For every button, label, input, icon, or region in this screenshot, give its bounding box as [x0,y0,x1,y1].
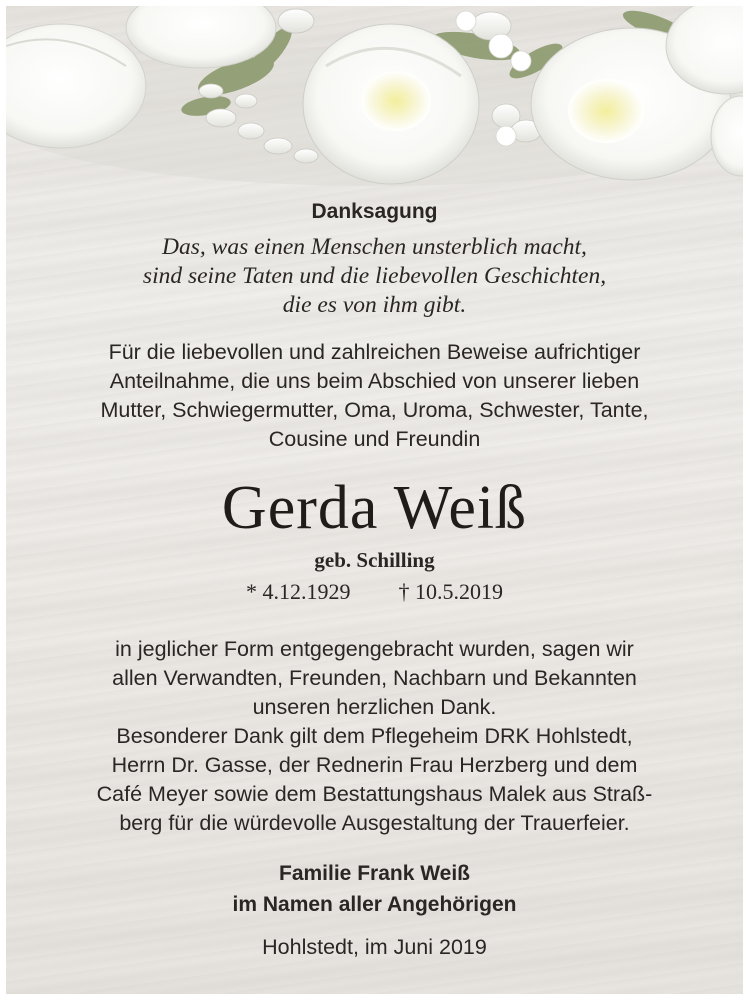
quote-line: sind seine Taten und die liebevollen Geschichten, [142,263,607,289]
quote-line: die es von ihm gibt. [282,292,467,318]
thanks-line: unseren herzlichen Dank. [252,695,497,719]
deceased-name: Gerda Weiß [221,474,528,542]
heading: Danksagung [311,200,438,223]
place-date: Hohlstedt, im Juni 2019 [262,935,487,959]
death-date: † 10.5.2019 [398,579,503,604]
signature-line: Familie Frank Weiß [279,862,470,885]
birth-name: geb. Schilling [314,548,435,572]
thanks-line: Herrn Dr. Gasse, der Rednerin Frau Herzberg und dem [111,753,638,777]
obituary-text [6,198,743,962]
intro-line: Cousine und Freundin [268,427,481,451]
quote-line: Das, was einen Menschen unsterblich macht, [162,234,587,260]
signature [6,858,743,920]
intro-line: Mutter, Schwiegermutter, Oma, Uroma, Schwester, Tante, [100,398,649,422]
thanks-line: in jeglicher Form entgegengebracht wurden, sagen wir [115,637,634,661]
life-dates [6,577,743,607]
thanks-line: berg für die würdevolle Ausgestaltung der Trauerfeier. [119,811,630,835]
obituary-card [6,6,743,994]
intro-line: Anteilnahme, die uns beim Abschied von unserer lieben [109,369,640,393]
thanks-line: Besonderer Dank gilt dem Pflegeheim DRK Hohlstedt, [116,724,633,748]
birth-date: * 4.12.1929 [246,579,351,604]
thanks-paragraph [6,635,743,838]
thanks-line: Café Meyer sowie dem Bestattungshaus Malek aus Straß- [96,782,653,806]
intro-line: Für die liebevollen und zahlreichen Beweise aufrichtiger [108,340,641,364]
white-flowers-image [6,6,743,196]
memorial-quote [6,233,743,320]
intro-paragraph [6,338,743,454]
signature-line: im Namen aller Angehörigen [232,893,517,916]
thanks-line: allen Verwandten, Freunden, Nachbarn und Bekannten [112,666,637,690]
